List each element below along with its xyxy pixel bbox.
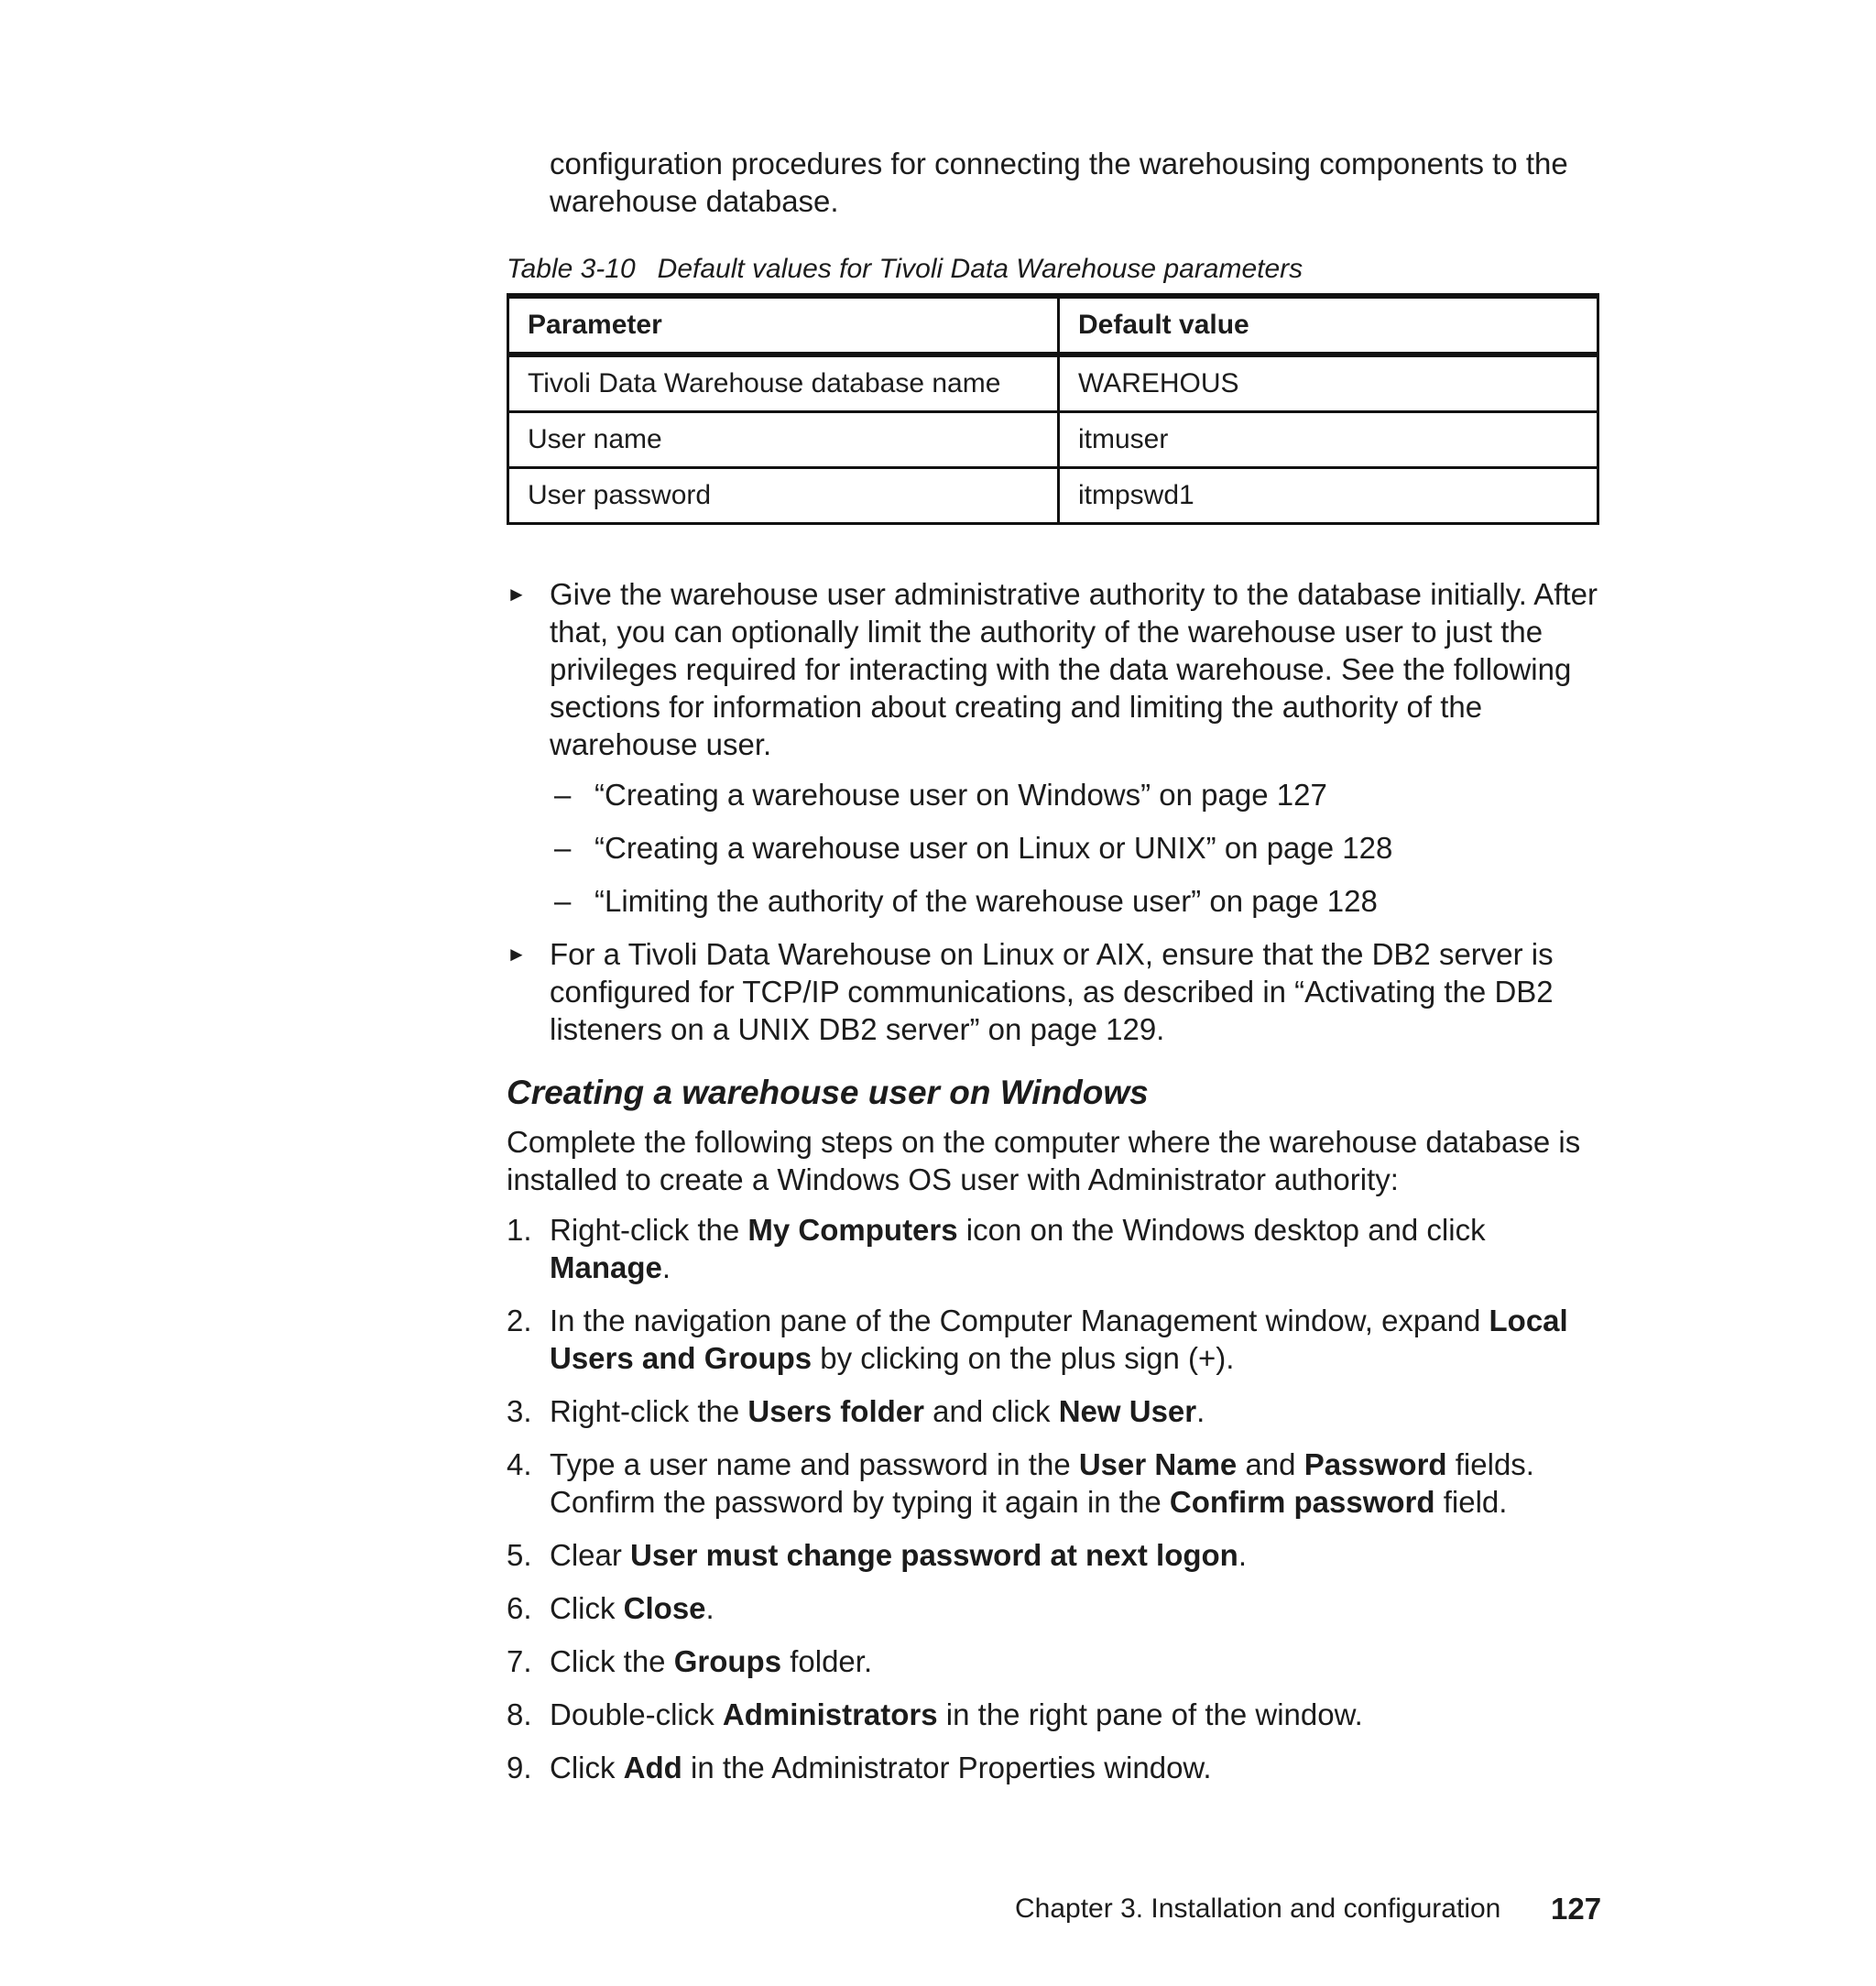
ui-term: New User: [1058, 1394, 1197, 1428]
table-row: [508, 355, 1598, 412]
step-item: [507, 1536, 1606, 1574]
table-number: Table 3-10: [507, 254, 636, 284]
ui-term: Groups: [673, 1644, 782, 1678]
step-number: 2.: [507, 1304, 532, 1337]
bullet-text: For a Tivoli Data Warehouse on Linux or AIX, ensure that the DB2 server is configured for TCP/IP communications, as described in “Activating the DB2 listeners on a UNIX DB2 server” on page 129.: [550, 937, 1554, 1046]
step-text: folder.: [781, 1644, 873, 1678]
cell-default-value: itmuser: [1059, 412, 1598, 468]
step-number: 1.: [507, 1213, 532, 1247]
step-item: [507, 1211, 1606, 1286]
dash-marker: –: [554, 831, 572, 865]
step-item: [507, 1589, 1606, 1627]
step-item: [507, 1446, 1606, 1521]
ui-term: User must change password at next logon: [630, 1538, 1238, 1572]
triangle-bullet-icon: ►: [507, 583, 527, 606]
bullet-item: [507, 575, 1606, 763]
step-text: fields. Confirm the password by typing it again in the: [550, 1447, 1534, 1519]
step-item: [507, 1392, 1606, 1430]
page-footer: [1015, 1891, 1610, 1927]
step-text: Double-click: [550, 1697, 723, 1731]
page-number: 127: [1551, 1892, 1602, 1926]
step-text: and: [1237, 1447, 1304, 1481]
section-intro: Complete the following steps on the computer where the warehouse database is installed to create a Windows OS user with Administrator authority:: [507, 1125, 1581, 1196]
step-text: .: [1238, 1538, 1248, 1572]
cell-default-value: WAREHOUS: [1059, 355, 1598, 412]
step-number: 7.: [507, 1644, 532, 1678]
step-item: [507, 1642, 1606, 1680]
step-text: In the navigation pane of the Computer Management window, expand: [550, 1304, 1489, 1337]
ui-term: Password: [1303, 1447, 1447, 1481]
step-text: .: [705, 1591, 714, 1625]
header-default-value: Default value: [1059, 296, 1598, 355]
cross-reference-item: [507, 829, 1606, 867]
step-text: Click: [550, 1751, 624, 1784]
step-item: [507, 1749, 1606, 1786]
ui-term: Manage: [550, 1250, 662, 1284]
step-text: Right-click the: [550, 1213, 748, 1247]
dash-marker: –: [554, 884, 572, 918]
ui-term: My Computers: [747, 1213, 958, 1247]
step-number: 6.: [507, 1591, 532, 1625]
step-text: and click: [923, 1394, 1059, 1428]
step-number: 5.: [507, 1538, 532, 1572]
step-number: 9.: [507, 1751, 532, 1784]
step-text: in the right pane of the window.: [937, 1697, 1363, 1731]
ui-term: Local Users and Groups: [550, 1304, 1568, 1375]
section-heading: Creating a warehouse user on Windows: [507, 1074, 1149, 1111]
step-text: Clear: [550, 1538, 631, 1572]
ui-term: Confirm password: [1169, 1485, 1435, 1519]
cross-reference-link[interactable]: “Creating a warehouse user on Linux or UNIX” on page 128: [594, 831, 1393, 865]
bullet-text: Give the warehouse user administrative authority to the database initially. After that, you can optionally limit the authority of the warehouse user to just the privileges required for interacting with the data warehouse. See the following sections for information about creating and limiting the authority of the warehouse user.: [550, 577, 1598, 761]
intro-paragraph: configuration procedures for connecting the warehousing components to the warehouse database.: [550, 147, 1568, 218]
ui-term: Administrators: [722, 1697, 938, 1731]
cross-reference-item: [507, 776, 1606, 813]
ui-term: Users folder: [747, 1394, 924, 1428]
ui-term: Add: [623, 1751, 682, 1784]
step-text: Type a user name and password in the: [550, 1447, 1079, 1481]
parameters-table: [507, 293, 1599, 525]
cell-parameter: User password: [508, 468, 1059, 524]
cross-reference-link[interactable]: “Creating a warehouse user on Windows” on page 127: [594, 778, 1327, 812]
ui-term: User Name: [1078, 1447, 1238, 1481]
step-text: in the Administrator Properties window.: [682, 1751, 1212, 1784]
table-row: [508, 412, 1598, 468]
header-parameter: Parameter: [508, 296, 1059, 355]
bullet-list: [507, 575, 1606, 1048]
ui-term: Close: [623, 1591, 706, 1625]
step-text: Click: [550, 1591, 624, 1625]
step-text: Right-click the: [550, 1394, 748, 1428]
step-text: field.: [1434, 1485, 1508, 1519]
step-item: [507, 1696, 1606, 1733]
step-text: by clicking on the plus sign (+).: [812, 1341, 1235, 1375]
step-item: [507, 1302, 1606, 1377]
dash-marker: –: [554, 778, 572, 812]
table-caption: [507, 253, 1303, 286]
cell-parameter: Tivoli Data Warehouse database name: [508, 355, 1059, 412]
cross-reference-item: [507, 882, 1606, 920]
step-number: 4.: [507, 1447, 532, 1481]
cell-parameter: User name: [508, 412, 1059, 468]
steps-list: [507, 1211, 1606, 1786]
table-title: Default values for Tivoli Data Warehouse parameters: [657, 254, 1303, 284]
step-text: Click the: [550, 1644, 674, 1678]
cross-reference-link[interactable]: “Limiting the authority of the warehouse user” on page 128: [594, 884, 1378, 918]
step-number: 3.: [507, 1394, 532, 1428]
step-text: .: [661, 1250, 671, 1284]
step-number: 8.: [507, 1697, 532, 1731]
table-row: [508, 468, 1598, 524]
bullet-item: [507, 935, 1606, 1048]
cell-default-value: itmpswd1: [1059, 468, 1598, 524]
step-text: icon on the Windows desktop and click: [957, 1213, 1486, 1247]
triangle-bullet-icon: ►: [507, 943, 527, 966]
step-text: .: [1196, 1394, 1205, 1428]
chapter-title: Chapter 3. Installation and configuration: [1015, 1893, 1501, 1924]
table-header-row: [508, 296, 1598, 355]
